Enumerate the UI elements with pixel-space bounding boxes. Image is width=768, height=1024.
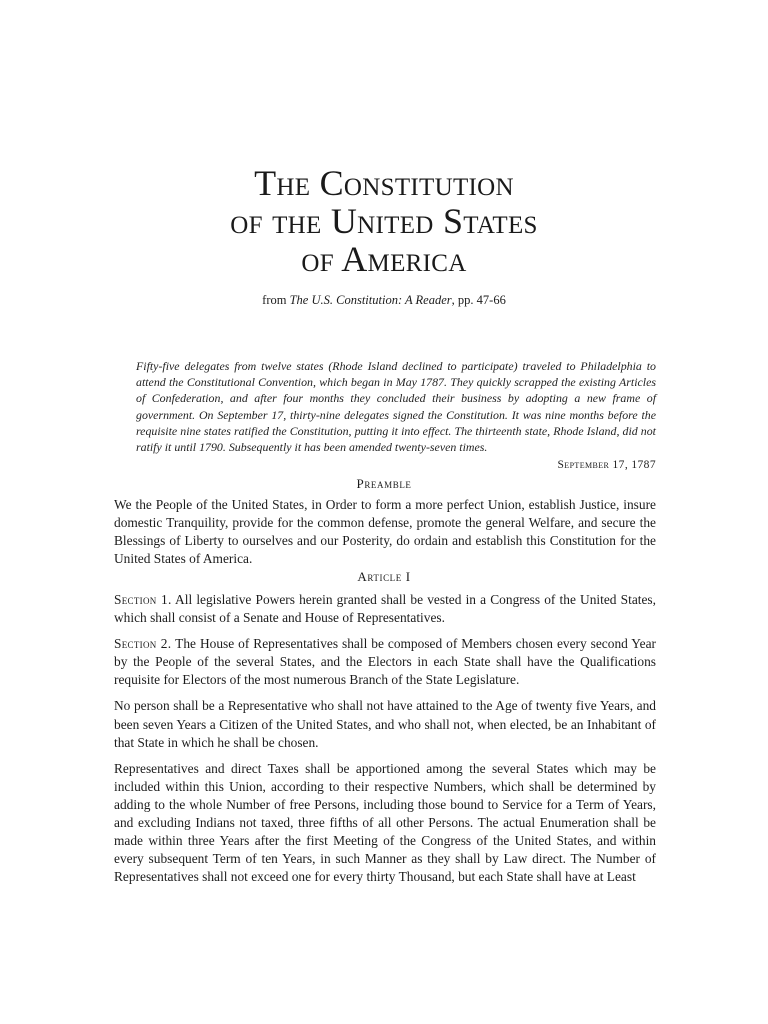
document-title (0, 164, 768, 278)
section-1-text: All legislative Powers herein granted shall be vested in a Congress of the United States, which shall consist of a Senate and House of Representatives. (114, 592, 656, 626)
source-prefix: from (262, 293, 290, 307)
section-2-label: Section 2. (114, 636, 172, 652)
section-1-paragraph (114, 591, 656, 627)
title-line-1: The Constitution (254, 163, 514, 203)
signing-date: September 17, 1787 (557, 459, 656, 471)
preamble-text: We the People of the United States, in Order to form a more perfect Union, establish Justice, insure domestic Tranquility, provide for the common defense, promote the general Welfare, and secure the Blessings of Liberty to ourselves and our Posterity, do ordain and establish this Constitution for the United States of America. (114, 497, 656, 567)
article-1-heading: Article I (357, 569, 411, 584)
source-work-title: The U.S. Constitution: A Reader (289, 293, 452, 307)
section-2-text: The House of Representatives shall be composed of Members chosen every second Year by the People of the several States, and the Electors in each State shall have the Qualifications requisite for Electors of the most numerous Branch of the State Legislature. (114, 636, 656, 688)
section-1-label: Section 1. (114, 592, 172, 607)
preamble-heading: Preamble (356, 476, 412, 491)
title-line-2: of the United States (230, 201, 538, 241)
qualifications-paragraph: No person shall be a Representative who shall not have attained to the Age of twenty five Years, and been seven Years a Citizen of the United States, and who shall not, when elected, be an Inhabitant of that State in which he shall be chosen. (114, 698, 656, 750)
article-1-body (114, 591, 656, 894)
source-pages: , pp. 47-66 (451, 293, 506, 307)
section-2-paragraph (114, 635, 656, 689)
source-citation (0, 292, 768, 308)
intro-paragraph: Fifty-five delegates from twelve states (Rhode Island declined to participate) traveled to Philadelphia to attend the Constitutional Convention, which began in May 1787. They quickly scrapped the existing Articles of Confederation, and after four months they concluded their business by adopting a new frame of government. On September 17, thirty-nine delegates signed the Constitution. It was nine months before the requisite nine states ratified the Constitution, putting it into effect. The thirteenth state, Rhode Island, did not ratify it until 1790. Subsequently it has been amended twenty-seven times. (136, 359, 656, 455)
title-line-3: of America (301, 239, 467, 279)
apportionment-paragraph: Representatives and direct Taxes shall be apportioned among the several States which may be included within this Union, according to their respective Numbers, which shall be determined by adding to the whole Number of free Persons, including those bound to Service for a Term of Years, and excluding Indians not taxed, three fifths of all other Persons. The actual Enumeration shall be made within three Years after the first Meeting of the Congress of the United States, and within every subsequent Term of ten Years, in such Manner as they shall by Law direct. The Number of Representatives shall not exceed one for every thirty Thousand, but each State shall have at Least (114, 760, 656, 885)
